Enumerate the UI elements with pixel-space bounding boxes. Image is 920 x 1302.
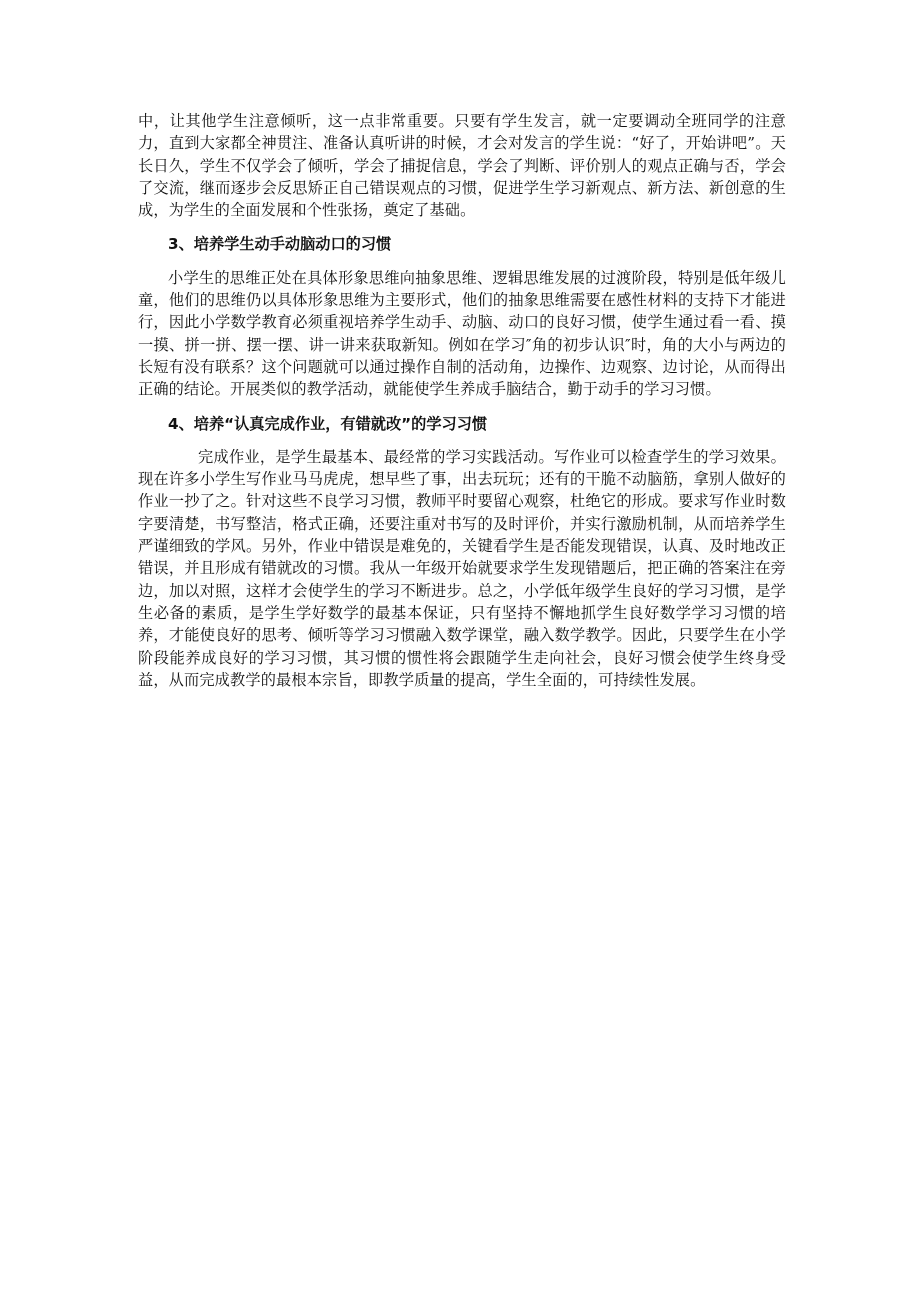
paragraph-listening-habit: 中，让其他学生注意倾听，这一点非常重要。只要有学生发言，就一定要调动全班同学的注意力，直到大家都全神贯注、准备认真听讲的时候，才会对发言的学生说：“好了，开始讲吧”。天长日久，学生不仅学会了倾听，学会了捕捉信息，学会了判断、评价别人的观点正确与否，学会了交流，继而逐步会反思矫正自己错误观点的习惯，促进学生学习新观点、新方法、新创意的生成，为学生的全面发展和个性张扬，奠定了基础。 [138, 112, 786, 220]
section-heading-4: 4、培养“认真完成作业，有错就改”的学习习惯 [168, 414, 488, 433]
section-heading-3: 3、培养学生动手动脑动口的习惯 [168, 235, 392, 254]
document-page [138, 110, 786, 691]
paragraph-homework-habit: 完成作业，是学生最基本、最经常的学习实践活动。写作业可以检查学生的学习效果。现在许多小学生写作业马马虎虎，想早些了事，出去玩玩；还有的干脆不动脑筋，拿别人做好的作业一抄了之。针对这些不良学习习惯，教师平时要留心观察，杜绝它的形成。要求写作业时数字要清楚，书写整洁，格式正确，还要注重对书写的及时评价，并实行激励机制，从而培养学生严谨细致的学风。另外，作业中错误是难免的，关键看学生是否能发现错误，认真、及时地改正错误，并且形成有错就改的习惯。我从一年级开始就要求学生发现错题后，把正确的答案注在旁边，加以对照，这样才会使学生的学习不断进步。总之，小学低年级学生良好的学习习惯，是学生必备的素质，是学生学好数学的最基本保证，只有坚持不懈地抓学生良好数学学习习惯的培养，才能使良好的思考、倾听等学习习惯融入数学课堂，融入数学教学。因此，只要学生在小学阶段能养成良好的学习习惯，其习惯的惯性将会跟随学生走向社会，良好习惯会使学生终身受益，从而完成教学的最根本宗旨，即教学质量的提高，学生全面的，可持续性发展。 [138, 447, 786, 689]
paragraph-hands-on-habit: 小学生的思维正处在具体形象思维向抽象思维、逻辑思维发展的过渡阶段，特别是低年级儿童，他们的思维仍以具体形象思维为主要形式，他们的抽象思维需要在感性材料的支持下才能进行，因此小学数学教育必须重视培养学生动手、动脑、动口的良好习惯，使学生通过看一看、摸一摸、拼一拼、摆一摆、讲一讲来获取新知。例如在学习″角的初步认识″时，角的大小与两边的长短有没有联系？这个问题就可以通过操作自制的活动角，边操作、边观察、边讨论，从而得出正确的结论。开展类似的教学活动，就能使学生养成手脑结合，勤于动手的学习习惯。 [138, 268, 786, 399]
